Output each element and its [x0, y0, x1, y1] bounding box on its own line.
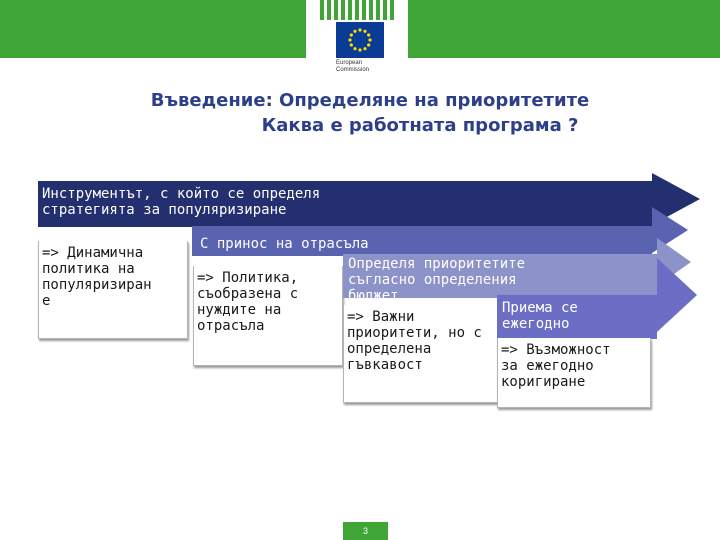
step-1-note: => Динамична политика на популяризиран е: [38, 241, 188, 339]
european-commission-logo: [306, 0, 408, 78]
step-3-note: => Важни приоритети, но с определена гъвкавост: [343, 305, 499, 403]
slide-title-line2: Каква е работната програма ?: [261, 115, 579, 136]
step-2-note: => Политика, съобразена с нуждите на отрасъла: [193, 266, 343, 366]
step-4-label: Приема се ежегодно: [502, 300, 578, 332]
logo-line-european: European: [336, 60, 363, 66]
step-3-label: Определя приоритетите съгласно определения бюджет: [348, 256, 526, 304]
berlaymont-building-icon: [314, 0, 400, 20]
step-1-label: Инструментът, с който се определя стратегията за популяризиране: [42, 186, 321, 218]
logo-text: [336, 60, 369, 74]
eu-flag-icon: [336, 22, 384, 58]
slide-title-line1: Въведение: Определяне на приоритетите: [150, 90, 590, 111]
step-2-label: С принос на отрасъла: [200, 236, 369, 252]
step-4-note: => Възможност за ежегодно коригиране: [497, 338, 651, 408]
page-number: 3: [343, 522, 388, 540]
logo-line-commission: Commission: [336, 67, 370, 73]
